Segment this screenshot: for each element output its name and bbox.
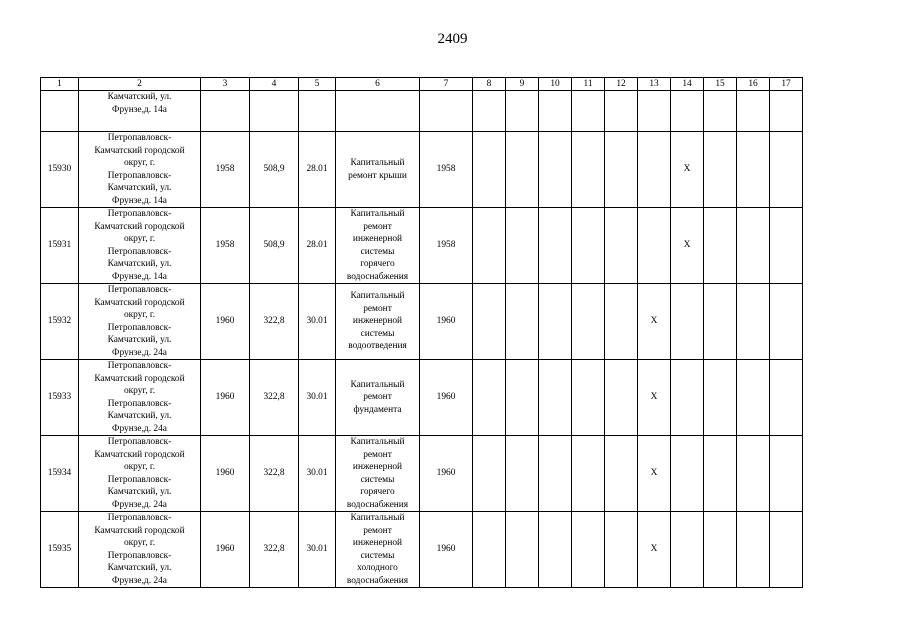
header-cell-13: 13 [638,78,671,91]
table-row [41,360,803,436]
address-line: Камчатский, ул. [107,335,172,345]
header-cell-3: 3 [201,78,250,91]
cell-area: 508,9 [250,132,299,208]
cell-plan-year: 1960 [420,436,473,512]
cell-area: 322,8 [250,360,299,436]
work-line: горячего [360,259,395,269]
cell-date: 28.01 [299,208,336,284]
address-line: Камчатский, ул. [107,487,172,497]
cell-col-10 [539,436,572,512]
cell-date: 30.01 [299,360,336,436]
address-line: Камчатский городской [94,373,185,384]
cell-area: 508,9 [250,208,299,284]
cell-col-15 [704,436,737,512]
address-line: Фрунзе,д. 24а [112,499,167,510]
cell-year: 1958 [201,132,250,208]
cell-col-14 [671,360,704,436]
address-line: Петропавловск- [107,513,172,523]
address-line: Камчатский городской [94,221,185,232]
address-line: Петропавловск- [107,170,172,181]
header-cell-4: 4 [250,78,299,91]
cell-col-11 [572,360,605,436]
cell-col-16 [737,436,770,512]
cell-col-9 [506,512,539,588]
cell-date: 28.01 [299,132,336,208]
cell-address [79,436,201,512]
header-cell-2: 2 [79,78,201,91]
cell-col-16 [737,284,770,360]
cell-col-12 [605,284,638,360]
work-line: горячего [360,487,395,497]
cell-col-9 [506,360,539,436]
work-line: системы [360,246,395,257]
cell-col-17 [770,208,803,284]
cell-col-16 [737,132,770,208]
address-line: Фрунзе,д. 24а [112,347,167,358]
work-line: системы [360,550,395,561]
cell-col-9 [506,436,539,512]
header-cell-10: 10 [539,78,572,91]
cell-col-10 [539,360,572,436]
address-line: Камчатский городской [94,297,185,308]
cell-year: 1960 [201,284,250,360]
cell-plan-year: 1960 [420,512,473,588]
cell-id: 15933 [41,360,79,436]
work-line: Капитальный [350,209,405,219]
address-line: Петропавловск- [107,474,172,485]
cell-year: 1960 [201,512,250,588]
header-cell-5: 5 [299,78,336,91]
cell-col-10 [539,208,572,284]
address-line: Камчатский, ул. [107,92,172,102]
cell-col-14 [671,436,704,512]
cell-col-15 [704,512,737,588]
header-cell-16: 16 [737,78,770,91]
cell-plan-year: 1958 [420,208,473,284]
work-line: ремонт [363,221,392,232]
address-line: округ, г. [123,158,156,168]
header-cell-9: 9 [506,78,539,91]
cell-col-14 [671,91,704,132]
cell-date: 30.01 [299,512,336,588]
work-line: ремонт крыши [348,170,407,181]
address-line: Камчатский, ул. [107,183,172,193]
cell-col-12 [605,91,638,132]
work-line: системы [360,474,395,485]
cell-col-8 [473,132,506,208]
cell-address [79,284,201,360]
cell-col-8 [473,360,506,436]
cell-plan-year [420,91,473,132]
header-cell-12: 12 [605,78,638,91]
address-line: округ, г. [123,310,156,320]
cell-id: 15931 [41,208,79,284]
table-row [41,284,803,360]
cell-col-10 [539,91,572,132]
header-cell-17: 17 [770,78,803,91]
address-line: Петропавловск- [107,550,172,561]
address-line: Камчатский, ул. [107,411,172,421]
continuation-row [41,91,803,132]
cell-col-13: X [638,512,671,588]
cell-col-13: X [638,284,671,360]
address-line: Петропавловск- [107,246,172,257]
cell-col-15 [704,91,737,132]
cell-col-11 [572,208,605,284]
address-line: Камчатский городской [94,449,185,460]
table-body [41,78,803,588]
cell-date [299,91,336,132]
cell-col-9 [506,132,539,208]
work-line: инженерной [352,316,403,327]
cell-col-15 [704,360,737,436]
address-line: Фрунзе,д. 14а [112,271,167,282]
address-line: Фрунзе,д. 24а [112,575,167,586]
cell-work [336,91,420,132]
cell-col-13 [638,91,671,132]
table-row [41,132,803,208]
header-row [41,78,803,91]
cell-col-14: X [671,132,704,208]
cell-date: 30.01 [299,436,336,512]
cell-id: 15930 [41,132,79,208]
work-line: инженерной [352,234,403,244]
header-cell-14: 14 [671,78,704,91]
cell-col-16 [737,360,770,436]
cell-area [250,91,299,132]
cell-col-15 [704,132,737,208]
address-line: Петропавловск- [107,361,172,371]
cell-col-17 [770,132,803,208]
cell-col-17 [770,512,803,588]
work-line: Капитальный [350,291,405,302]
work-line: инженерной [352,462,403,472]
address-line: Камчатский, ул. [107,259,172,269]
cell-address [79,360,201,436]
cell-col-13 [638,132,671,208]
cell-col-8 [473,436,506,512]
address-line: округ, г. [123,386,156,396]
cell-col-16 [737,512,770,588]
address-line: Петропавловск- [107,285,172,295]
work-line: Капитальный [350,379,405,390]
cell-col-14 [671,284,704,360]
cell-col-9 [506,208,539,284]
cell-area: 322,8 [250,512,299,588]
cell-col-15 [704,284,737,360]
address-line: Фрунзе,д. 14а [112,195,167,206]
header-cell-6: 6 [336,78,420,91]
cell-col-8 [473,512,506,588]
cell-work [336,360,420,436]
cell-work [336,512,420,588]
cell-plan-year: 1958 [420,132,473,208]
cell-col-17 [770,91,803,132]
cell-address [79,132,201,208]
work-line: водоотведения [348,341,407,352]
cell-col-10 [539,512,572,588]
cell-col-17 [770,284,803,360]
address-line: Фрунзе,д. 14а [112,104,167,115]
cell-col-12 [605,208,638,284]
cell-col-9 [506,91,539,132]
cell-col-12 [605,436,638,512]
header-cell-7: 7 [420,78,473,91]
work-line: водоснабжения [346,575,409,586]
cell-col-8 [473,284,506,360]
header-cell-11: 11 [572,78,605,91]
cell-work [336,132,420,208]
work-line: водоснабжения [346,271,409,282]
register-table [40,77,803,588]
cell-year: 1960 [201,360,250,436]
cell-col-12 [605,512,638,588]
cell-work [336,284,420,360]
address-line: округ, г. [123,462,156,472]
work-line: Капитальный [350,158,405,168]
header-cell-1: 1 [41,78,79,91]
work-line: Капитальный [350,437,405,447]
cell-col-13 [638,208,671,284]
cell-col-17 [770,436,803,512]
work-line: фундамента [353,404,402,415]
cell-address [79,208,201,284]
cell-col-9 [506,284,539,360]
cell-id: 15932 [41,284,79,360]
cell-year: 1960 [201,436,250,512]
cell-plan-year: 1960 [420,360,473,436]
work-line: системы [360,328,395,339]
cell-col-12 [605,360,638,436]
address-line: Петропавловск- [107,437,172,447]
work-line: ремонт [363,449,392,460]
address-line: Камчатский, ул. [107,563,172,573]
address-line: Фрунзе,д. 24а [112,423,167,434]
cell-address [79,91,201,132]
address-line: Петропавловск- [107,398,172,409]
cell-col-15 [704,208,737,284]
cell-col-11 [572,284,605,360]
work-line: Капитальный [350,513,405,523]
cell-col-11 [572,436,605,512]
cell-plan-year: 1960 [420,284,473,360]
cell-id [41,91,79,132]
cell-col-16 [737,208,770,284]
address-line: Камчатский городской [94,145,185,156]
address-line: Петропавловск- [107,322,172,333]
cell-area: 322,8 [250,284,299,360]
cell-address [79,512,201,588]
work-line: ремонт [363,392,392,403]
cell-work [336,208,420,284]
cell-id: 15934 [41,436,79,512]
address-line: Петропавловск- [107,209,172,219]
address-line: округ, г. [123,234,156,244]
cell-col-12 [605,132,638,208]
table-row [41,512,803,588]
work-line: ремонт [363,303,392,314]
cell-col-13: X [638,436,671,512]
cell-date: 30.01 [299,284,336,360]
cell-work [336,436,420,512]
table-row [41,208,803,284]
cell-col-8 [473,91,506,132]
work-line: ремонт [363,525,392,536]
cell-area: 322,8 [250,436,299,512]
work-line: водоснабжения [346,499,409,510]
work-line: холодного [357,563,398,573]
cell-col-14 [671,512,704,588]
cell-col-10 [539,132,572,208]
cell-col-11 [572,132,605,208]
address-line: округ, г. [123,538,156,548]
cell-col-14: X [671,208,704,284]
cell-col-16 [737,91,770,132]
address-line: Камчатский городской [94,525,185,536]
cell-id: 15935 [41,512,79,588]
header-cell-8: 8 [473,78,506,91]
cell-col-17 [770,360,803,436]
cell-year [201,91,250,132]
cell-col-10 [539,284,572,360]
table-row [41,436,803,512]
work-line: инженерной [352,538,403,548]
address-line: Петропавловск- [107,133,172,143]
cell-col-8 [473,208,506,284]
header-cell-15: 15 [704,78,737,91]
page-number: 2409 [437,31,468,47]
cell-year: 1958 [201,208,250,284]
cell-col-13: X [638,360,671,436]
cell-col-11 [572,512,605,588]
cell-col-11 [572,91,605,132]
